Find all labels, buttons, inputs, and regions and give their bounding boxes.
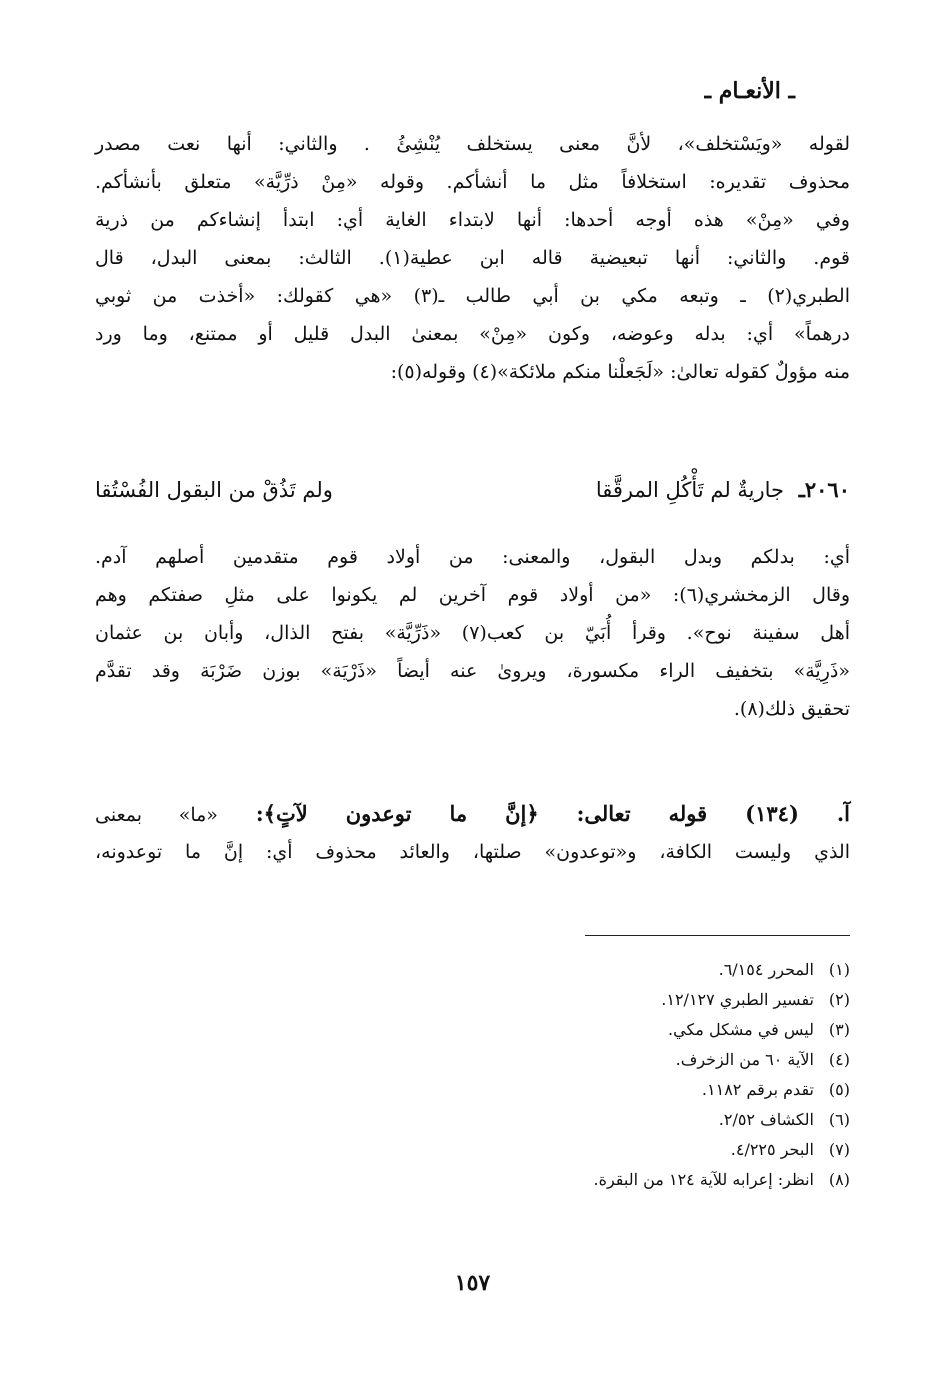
footnote [250,1045,850,1075]
footnote-text: ليس في مشكل مكي. [668,1020,814,1039]
footnote-separator [585,935,850,936]
footnote-number: (٨) [828,1170,850,1189]
verse-second-hemistich: ولم تَذُقْ من البقول الفُسْتُقا [95,478,333,502]
footnote-number: (٢) [828,990,850,1009]
footnote-number: (٥) [828,1080,850,1099]
footnote-number: (٤) [828,1050,850,1069]
text-line: تحقيق ذلك(٨). [733,698,850,720]
footnote [250,1165,850,1195]
text-line: وقال الزمخشري(٦): «من أولاد قوم آخرين لم يكونوا على مثلِ صفتكم وهم [95,584,850,606]
footnote-number: (٣) [828,1020,850,1039]
footnote-text: تقدم برقم ١١٨٢. [701,1080,814,1099]
footnote-text: البحر ٤/٢٢٥. [730,1140,814,1159]
footnote-text: تفسير الطبري ١٢/١٢٧. [661,990,814,1009]
text-line: الذي وليست الكافة، و«توعدون» صلتها، والعائد محذوف أي: إنَّ ما توعدونه، [95,841,850,863]
text-line: «ذَرِيَّة» بتخفيف الراء مكسورة، ويروىٰ عنه أيضاً «ذَرْيَة» بوزن ضَرْبَة وقد تقدَّم [95,660,850,682]
footnote [250,955,850,985]
text-fragment: «ما» بمعنى [95,804,218,826]
footnote [250,1015,850,1045]
paragraph-2 [95,538,850,728]
text-line: درهماً» أي: بدله وعوضه، وكون «مِنْ» بمعنىٰ البدل قليل أو ممتنع، وما ورد [95,323,850,345]
footnote [250,1135,850,1165]
running-head: ـ الأنعـام ـ [704,78,795,104]
footnote [250,1105,850,1135]
footnote [250,985,850,1015]
text-line: محذوف تقديره: استخلافاً مثل ما أنشأكم. وقوله «مِنْ ذرِّيَّة» متعلق بأنشأكم. [95,171,850,193]
footnotes [250,955,850,1195]
text-line: أهل سفينة نوح». وقرأ أُبَيّ بن كعب(٧) «ذَرِّيَّة» بفتح الذال، وأبان بن عثمان [95,622,850,644]
footnote-text: انظر: إعرابه للآية ١٢٤ من البقرة. [593,1170,814,1189]
text-line: منه مؤولٌ كقوله تعالىٰ: «لَجَعلْنا منكم ملائكة»(٤) وقوله(٥): [390,361,850,383]
paragraph-1 [95,125,850,391]
footnote-text: الآية ٦٠ من الزخرف. [675,1050,814,1069]
page-number: ١٥٧ [454,1270,491,1296]
text-line: الطبري(٢) ـ وتبعه مكي بن أبي طالب ـ(٣) «هي كقولك: «أخذت من ثوبي [95,285,850,307]
text-line: قوم. والثاني: أنها تبعيضية قاله ابن عطية(١). الثالث: بمعنى البدل، قال [95,247,850,269]
paragraph-3 [95,795,850,871]
text-line: أي: بدلكم وبدل البقول، والمعنى: من أولاد قوم متقدمين أصلهم آدم. [95,546,850,568]
footnote [250,1075,850,1105]
footnote-text: المحرر ٦/١٥٤. [718,960,814,979]
text-line [95,795,850,833]
footnote-number: (١) [828,960,850,979]
verse-heading: آ. (١٣٤) قوله تعالى: ﴿إنَّ ما توعدون لآتٍ﴾: [217,801,850,826]
verse-hemistich-1-text: جاريةٌ لم تَأْكُلِ المرقَّقا [595,478,785,502]
footnote-number: (٧) [828,1140,850,1159]
footnote-text: الكشاف ٢/٥٢. [718,1110,814,1129]
poetry-verse [95,470,850,510]
verse-first-hemistich [596,470,850,510]
verse-number: ٢٠٦٠ـ [798,477,850,502]
text-line: وفي «مِنْ» هذه أوجه أحدها: أنها لابتداء الغاية أي: ابتدأ إنشاءكم من ذرية [95,209,850,231]
text-line: لقوله «ويَسْتخلف»، لأنَّ معنى يستخلف يُنْشِئُ . والثاني: أنها نعت مصدر [95,133,850,155]
footnote-number: (٦) [828,1110,850,1129]
